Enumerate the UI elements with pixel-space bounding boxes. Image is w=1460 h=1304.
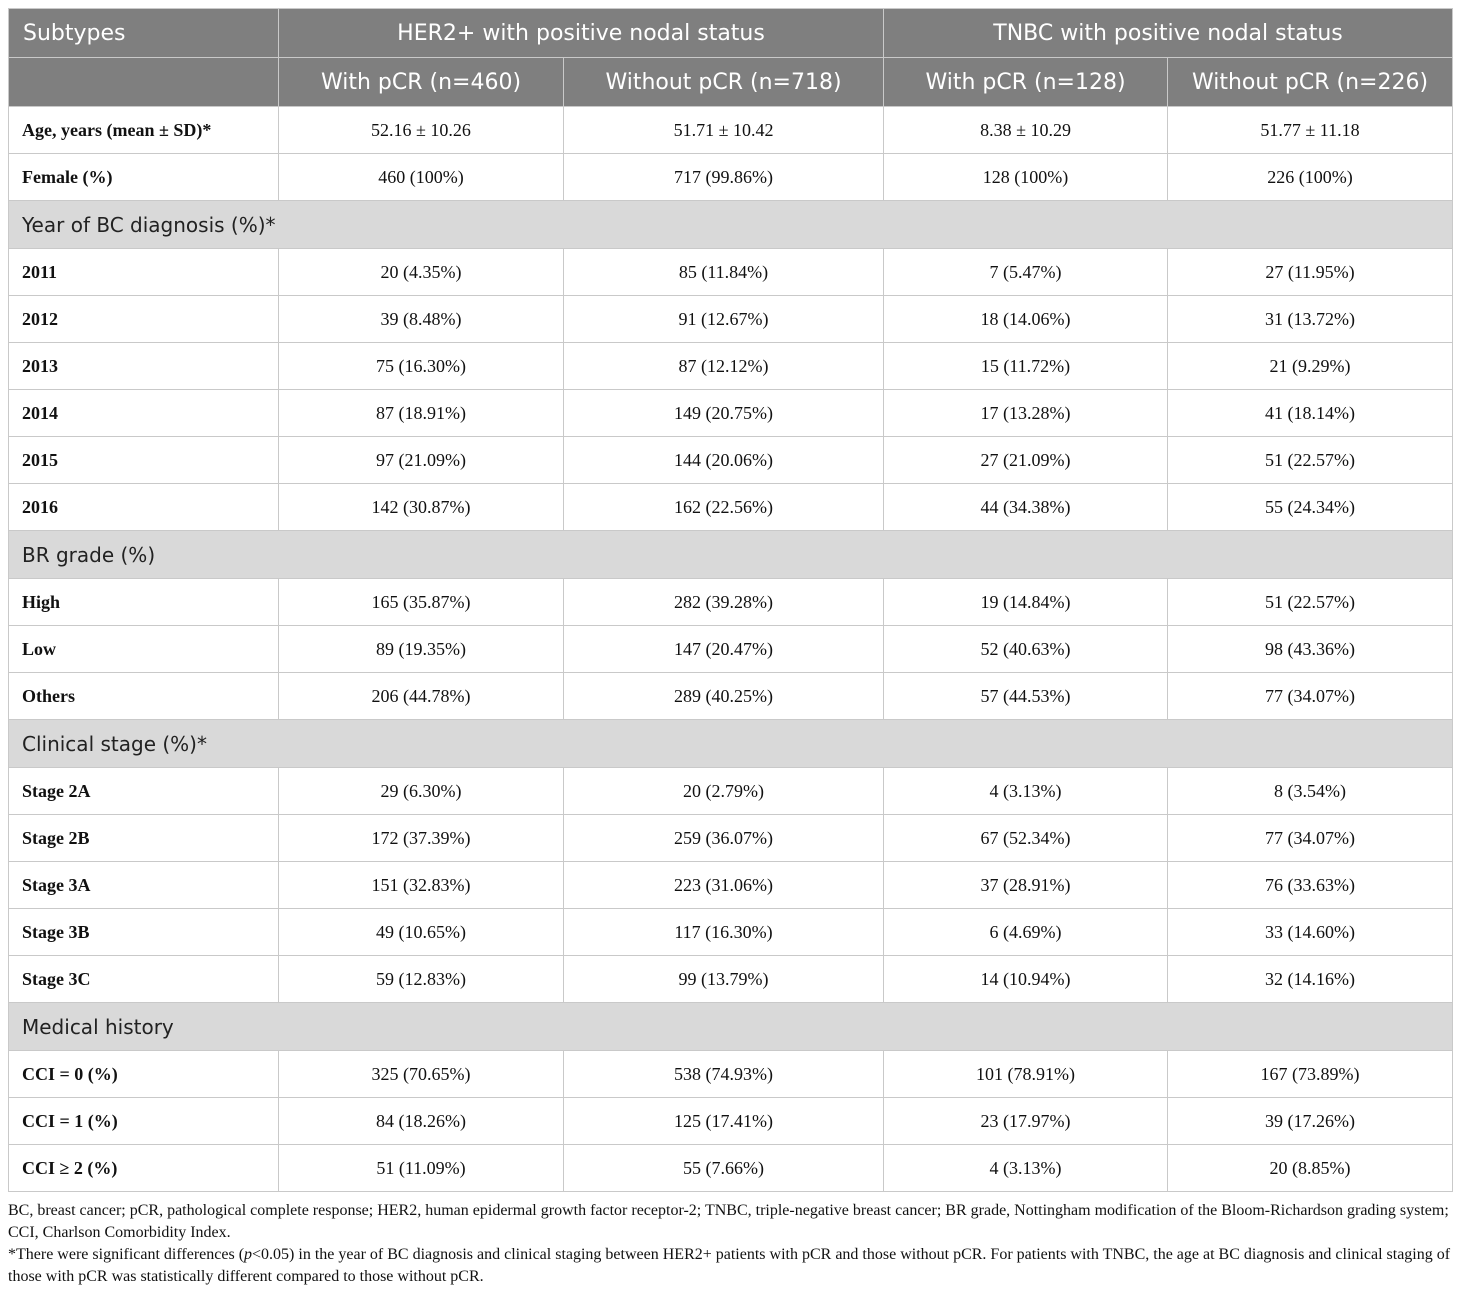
table-cell: 259 (36.07%) (564, 815, 884, 862)
table-cell: 97 (21.09%) (279, 437, 564, 484)
table-cell: 51 (11.09%) (279, 1145, 564, 1192)
table-cell: 84 (18.26%) (279, 1098, 564, 1145)
table-cell: 162 (22.56%) (564, 484, 884, 531)
header-empty (9, 58, 279, 107)
row-label: CCI = 1 (%) (9, 1098, 279, 1145)
table-cell: 15 (11.72%) (884, 343, 1168, 390)
table-cell: 51.77 ± 11.18 (1168, 107, 1453, 154)
section-title: BR grade (%) (9, 531, 1453, 579)
header-row-columns (9, 58, 1453, 107)
table-cell: 23 (17.97%) (884, 1098, 1168, 1145)
table-cell: 51 (22.57%) (1168, 579, 1453, 626)
characteristics-table (8, 8, 1453, 1192)
table-container (8, 8, 1452, 1288)
row-label: Others (9, 673, 279, 720)
table-cell: 206 (44.78%) (279, 673, 564, 720)
table-row (9, 956, 1453, 1003)
table-cell: 101 (78.91%) (884, 1051, 1168, 1098)
table-cell: 29 (6.30%) (279, 768, 564, 815)
table-cell: 52 (40.63%) (884, 626, 1168, 673)
footnote-significance-prefix: *There were significant differences ( (8, 1246, 245, 1263)
table-cell: 128 (100%) (884, 154, 1168, 201)
table-cell: 149 (20.75%) (564, 390, 884, 437)
row-label: CCI ≥ 2 (%) (9, 1145, 279, 1192)
table-cell: 39 (17.26%) (1168, 1098, 1453, 1145)
table-cell: 87 (12.12%) (564, 343, 884, 390)
table-cell: 67 (52.34%) (884, 815, 1168, 862)
header-her2-with-pcr: With pCR (n=460) (279, 58, 564, 107)
table-cell: 55 (24.34%) (1168, 484, 1453, 531)
table-row (9, 390, 1453, 437)
table-cell: 77 (34.07%) (1168, 815, 1453, 862)
table-cell: 17 (13.28%) (884, 390, 1168, 437)
table-row (9, 1145, 1453, 1192)
table-cell: 33 (14.60%) (1168, 909, 1453, 956)
table-cell: 31 (13.72%) (1168, 296, 1453, 343)
header-tnbc-with-pcr: With pCR (n=128) (884, 58, 1168, 107)
table-cell: 49 (10.65%) (279, 909, 564, 956)
table-cell: 325 (70.65%) (279, 1051, 564, 1098)
table-cell: 19 (14.84%) (884, 579, 1168, 626)
table-row (9, 673, 1453, 720)
table-cell: 117 (16.30%) (564, 909, 884, 956)
table-footnotes (8, 1200, 1452, 1288)
table-cell: 44 (34.38%) (884, 484, 1168, 531)
table-row (9, 768, 1453, 815)
table-cell: 6 (4.69%) (884, 909, 1168, 956)
table-row (9, 815, 1453, 862)
table-row (9, 1098, 1453, 1145)
footnote-abbreviations: BC, breast cancer; pCR, pathological complete response; HER2, human epidermal growth factor receptor-2; TNBC, triple-negative breast cancer; BR grade, Nottingham modification of the Bloom-Richardson grading system; CCI, Charlson Comorbidity Index. (8, 1202, 1449, 1241)
row-label: 2013 (9, 343, 279, 390)
table-cell: 89 (19.35%) (279, 626, 564, 673)
table-cell: 167 (73.89%) (1168, 1051, 1453, 1098)
footnote-significance-rest: <0.05) in the year of BC diagnosis and clinical staging between HER2+ patients with pCR and those without pCR. For patients with TNBC, the age at BC diagnosis and clinical staging of those with pCR was statistically different compared to those without pCR. (8, 1246, 1451, 1285)
table-cell: 98 (43.36%) (1168, 626, 1453, 673)
table-cell: 18 (14.06%) (884, 296, 1168, 343)
table-row (9, 343, 1453, 390)
row-label: Low (9, 626, 279, 673)
table-cell: 147 (20.47%) (564, 626, 884, 673)
table-cell: 289 (40.25%) (564, 673, 884, 720)
row-label: 2016 (9, 484, 279, 531)
table-cell: 151 (32.83%) (279, 862, 564, 909)
table-cell: 51.71 ± 10.42 (564, 107, 884, 154)
section-title: Year of BC diagnosis (%)* (9, 201, 1453, 249)
table-cell: 7 (5.47%) (884, 249, 1168, 296)
row-label: Female (%) (9, 154, 279, 201)
table-cell: 91 (12.67%) (564, 296, 884, 343)
table-cell: 57 (44.53%) (884, 673, 1168, 720)
row-label: 2011 (9, 249, 279, 296)
row-label: CCI = 0 (%) (9, 1051, 279, 1098)
table-row (9, 1051, 1453, 1098)
header-her2-group: HER2+ with positive nodal status (279, 9, 884, 58)
footnote-significance (8, 1244, 1452, 1288)
table-cell: 165 (35.87%) (279, 579, 564, 626)
table-cell: 27 (21.09%) (884, 437, 1168, 484)
table-cell: 55 (7.66%) (564, 1145, 884, 1192)
table-cell: 4 (3.13%) (884, 1145, 1168, 1192)
section-header-row (9, 531, 1453, 579)
table-cell: 51 (22.57%) (1168, 437, 1453, 484)
section-header-row (9, 1003, 1453, 1051)
row-label: Stage 2A (9, 768, 279, 815)
table-cell: 20 (4.35%) (279, 249, 564, 296)
header-her2-without-pcr: Without pCR (n=718) (564, 58, 884, 107)
table-row (9, 107, 1453, 154)
table-cell: 282 (39.28%) (564, 579, 884, 626)
table-cell: 144 (20.06%) (564, 437, 884, 484)
table-cell: 41 (18.14%) (1168, 390, 1453, 437)
table-row (9, 484, 1453, 531)
table-cell: 142 (30.87%) (279, 484, 564, 531)
table-cell: 4 (3.13%) (884, 768, 1168, 815)
table-cell: 8.38 ± 10.29 (884, 107, 1168, 154)
row-label: Stage 3B (9, 909, 279, 956)
table-cell: 37 (28.91%) (884, 862, 1168, 909)
table-cell: 8 (3.54%) (1168, 768, 1453, 815)
row-label: Stage 3A (9, 862, 279, 909)
row-label: Stage 3C (9, 956, 279, 1003)
table-body (9, 107, 1453, 1192)
table-cell: 75 (16.30%) (279, 343, 564, 390)
table-cell: 14 (10.94%) (884, 956, 1168, 1003)
table-row (9, 909, 1453, 956)
row-label: 2014 (9, 390, 279, 437)
section-header-row (9, 201, 1453, 249)
table-row (9, 296, 1453, 343)
table-row (9, 626, 1453, 673)
table-cell: 27 (11.95%) (1168, 249, 1453, 296)
table-row (9, 579, 1453, 626)
table-cell: 99 (13.79%) (564, 956, 884, 1003)
table-cell: 125 (17.41%) (564, 1098, 884, 1145)
table-cell: 717 (99.86%) (564, 154, 884, 201)
row-label: 2012 (9, 296, 279, 343)
table-cell: 87 (18.91%) (279, 390, 564, 437)
table-row (9, 249, 1453, 296)
table-cell: 20 (8.85%) (1168, 1145, 1453, 1192)
table-row (9, 437, 1453, 484)
header-row-groups (9, 9, 1453, 58)
table-row (9, 154, 1453, 201)
header-tnbc-group: TNBC with positive nodal status (884, 9, 1453, 58)
table-cell: 77 (34.07%) (1168, 673, 1453, 720)
row-label: 2015 (9, 437, 279, 484)
row-label: Stage 2B (9, 815, 279, 862)
header-subtypes: Subtypes (9, 9, 279, 58)
table-cell: 76 (33.63%) (1168, 862, 1453, 909)
table-cell: 59 (12.83%) (279, 956, 564, 1003)
table-cell: 223 (31.06%) (564, 862, 884, 909)
header-tnbc-without-pcr: Without pCR (n=226) (1168, 58, 1453, 107)
table-cell: 20 (2.79%) (564, 768, 884, 815)
table-cell: 172 (37.39%) (279, 815, 564, 862)
table-cell: 39 (8.48%) (279, 296, 564, 343)
section-header-row (9, 720, 1453, 768)
table-cell: 226 (100%) (1168, 154, 1453, 201)
table-cell: 32 (14.16%) (1168, 956, 1453, 1003)
table-cell: 21 (9.29%) (1168, 343, 1453, 390)
section-title: Clinical stage (%)* (9, 720, 1453, 768)
table-cell: 538 (74.93%) (564, 1051, 884, 1098)
table-cell: 460 (100%) (279, 154, 564, 201)
footnote-p-symbol: p (244, 1246, 253, 1263)
table-row (9, 862, 1453, 909)
table-cell: 52.16 ± 10.26 (279, 107, 564, 154)
row-label: Age, years (mean ± SD)* (9, 107, 279, 154)
section-title: Medical history (9, 1003, 1453, 1051)
row-label: High (9, 579, 279, 626)
table-cell: 85 (11.84%) (564, 249, 884, 296)
